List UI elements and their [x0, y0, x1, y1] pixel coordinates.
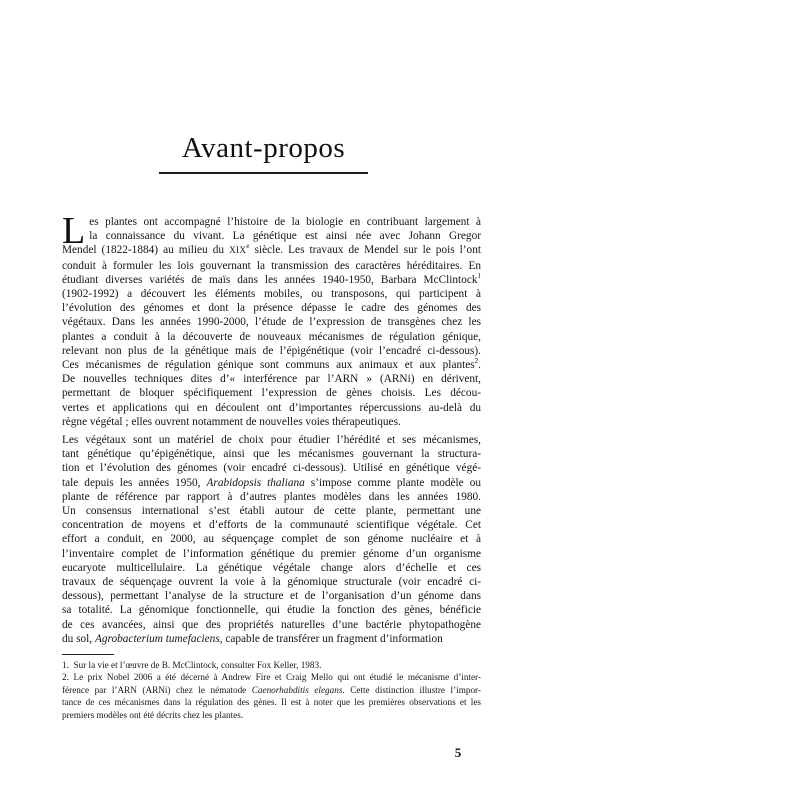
text-line: étudiant diverses variétés de maïs dans les années 1940-1950, Barbara McClintock$^1$ — [62, 272, 481, 286]
page-title: Avant-propos — [181, 132, 346, 164]
text-line: la connaissance du vivant. La génétique est ainsi née avec Johann Gregor — [89, 230, 481, 243]
text-line: conduit à formuler les lois gouvernant la transmission des caractères héréditaires. En — [62, 259, 481, 272]
text-line: premiers modèles ont été décrits chez les plantes. — [62, 709, 244, 720]
footnote — [62, 671, 481, 721]
text-line: tale depuis les années 1950, Arabidopsis thaliana s’impose comme plante modèle ou — [62, 476, 481, 489]
text-line: l’évolution des génomes et dont la présence dépasse le cadre des génomes des — [62, 302, 481, 315]
text-line: tion et l’évolution des génomes (voir encadré ci-dessous). Utilisé en génétique végé- — [62, 462, 481, 475]
paragraph — [62, 433, 481, 646]
text-line: plantes a conduit à la découverte de nouveaux mécanismes de régulation génique, — [62, 330, 481, 343]
text-line: l’inventaire complet de l’information génétique du premier génome d’un organisme — [62, 547, 481, 560]
text-line: 2. Le prix Nobel 2006 a été décerné à Andrew Fire et Craig Mello qui ont étudié le mécanisme d’inter- — [62, 672, 481, 683]
body-text — [62, 210, 481, 646]
text-line: effort a conduit, en 2000, au séquençage complet de son génome nucléaire et à — [62, 533, 481, 546]
text-line: tant génétique qu’épigénétique, ainsi que les mécanismes gouvernant la structura- — [62, 448, 481, 461]
footnote-separator — [62, 654, 114, 655]
text-line: concentration de moyens et d’efforts de la communauté scientifique végétale. Cet — [62, 519, 481, 532]
text-line: végétaux. Dans les années 1990-2000, l’étude de l’expression de transgènes chez les — [62, 316, 481, 329]
text-line: dessous), permettant l’analyse de la structure et de l’organisation d’un génome dans — [62, 590, 481, 603]
text-line: eucaryote multicellulaire. La génétique végétale change alors d’échelle et ces — [62, 561, 481, 574]
text-line: es plantes ont accompagné l’histoire de la biologie en contribuant largement à — [89, 216, 481, 228]
text-line: plante de référence par rapport à d’autres plantes modèles dans les années 1980. — [62, 490, 481, 503]
text-line: Un consensus international s’est établi autour de cette plante, permettant une — [62, 505, 481, 518]
text-line: relevant non plus de la génétique mais de l’épigénétique (voir l’encadré ci-dessous). — [62, 344, 481, 357]
footnote — [62, 659, 481, 671]
text-line: de ces avancées, ainsi que des propriétés naturelles d’une bactérie phytopathogène — [62, 618, 481, 631]
text-line: 1. Sur la vie et l’œuvre de B. McClintock, consulter Fox Keller, 1983. — [62, 660, 322, 670]
text-line: Mendel (1822-1884) au milieu du XIXe siècle. Les travaux de Mendel sur le pois l’ont — [62, 242, 481, 257]
text-line: férence par l’ARN (ARNi) chez le nématode Caenorhabditis elegans. Cette distinction illustre l’impor- — [62, 684, 481, 695]
text-line: du sol, Agrobacterium tumefaciens, capable de transférer un fragment d’information — [62, 632, 443, 645]
text-line: De nouvelles techniques dites d’« interférence par l’ARN » (ARNi) en dérivent, — [62, 373, 481, 386]
drop-cap: L — [62, 210, 86, 252]
chapter-title-block — [159, 133, 368, 174]
page-number: 5 — [454, 745, 462, 760]
text-line: Ces mécanismes de régulation génique sont communs aux animaux et aux plantes$^2$. — [62, 357, 481, 372]
text-line: tance de ces mécanismes dans la régulation des gènes. Il est à noter que les premières observations et les — [62, 697, 481, 708]
text-line: Les végétaux sont un matériel de choix pour étudier l’hérédité et ses mécanismes, — [62, 434, 481, 447]
text-line: règne végétal ; elles ouvrent notamment de nouvelles voies thérapeutiques. — [62, 415, 401, 428]
text-line: (1902-1992) a découvert les éléments mobiles, ou transposons, qui participent à — [62, 288, 481, 301]
footnotes — [62, 659, 481, 721]
text-line: permettant de bloquer spécifiquement l’expression de gènes choisis. Les décou- — [62, 387, 481, 400]
text-line: vertes et applications qui en découlent ont d’importantes répercussions au-delà du — [62, 401, 481, 414]
text-line: sa totalité. La génomique fonctionnelle, qui étudie la fonction des gènes, bénéficie — [62, 604, 481, 617]
paragraph — [62, 210, 481, 429]
text-line: travaux de séquençage ouvrent la voie à la génomique structurale (voir encadré ci- — [62, 576, 481, 589]
